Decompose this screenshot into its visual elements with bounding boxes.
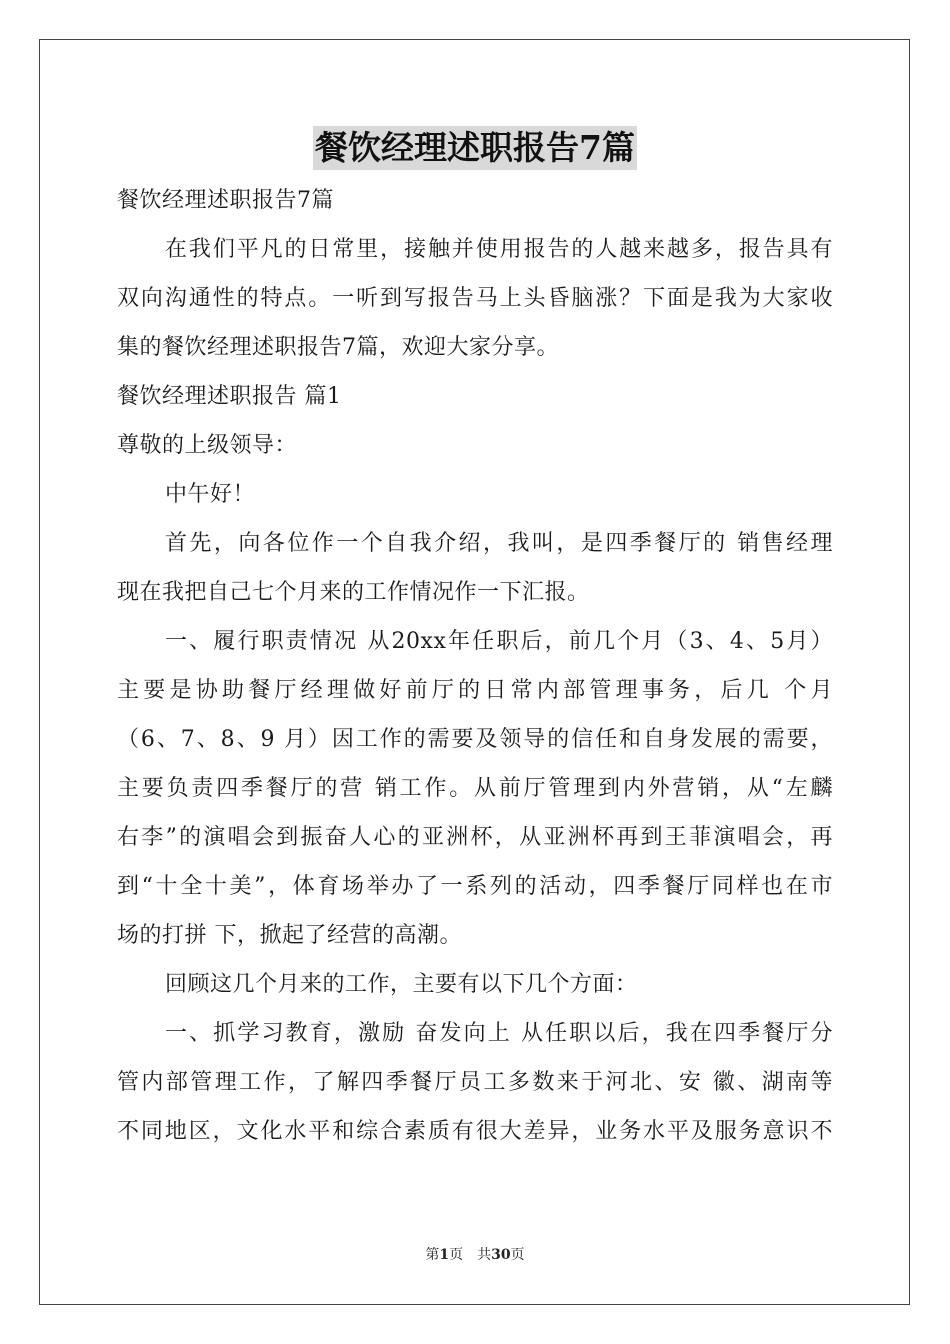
footer-total-pages: 30 (491, 1247, 511, 1263)
text-line: 集的餐饮经理述职报告7篇，欢迎大家分享。 (117, 335, 559, 360)
footer-page-number: 1 (439, 1247, 450, 1263)
text-line: 场的打拼 下，掀起了经营的高潮。 (117, 923, 462, 948)
text-line: 尊敬的上级领导： (117, 433, 298, 458)
text-line: 一、抓学习教育，激励 奋发向上 从任职以后，我在四季餐厅分 (165, 1021, 833, 1046)
text-line: 首先，向各位作一个自我介绍，我叫，是四季餐厅的 销售经理 (165, 531, 833, 556)
text-line: 主要是协助餐厅经理做好前厅的日常内部管理事务，后几 个月 (117, 678, 833, 703)
text-line: 双向沟通性的特点。一听到写报告马上头昏脑涨？下面是我为大家收 (117, 286, 833, 311)
document-title: 餐饮经理述职报告7篇 (313, 126, 637, 170)
page-footer (0, 1244, 950, 1264)
text-line: 现在我把自己七个月来的工作情况作一下汇报。 (117, 580, 590, 605)
text-line: 餐饮经理述职报告 篇1 (117, 384, 342, 409)
footer-suffix: 页 (510, 1247, 525, 1263)
text-line: 主要负责四季餐厅的营 销工作。从前厅管理到内外营销，从“左麟 (117, 776, 833, 801)
text-line: 不同地区，文化水平和综合素质有很大差异，业务水平及服务意识不 (117, 1119, 833, 1144)
text-line: 管内部管理工作，了解四季餐厅员工多数来于河北、安 徽、湖南等 (117, 1070, 833, 1095)
document-body (117, 176, 833, 1156)
text-line: 到“十全十美”，体育场举办了一系列的活动，四季餐厅同样也在市 (117, 874, 833, 899)
title-container (0, 126, 950, 170)
footer-mid: 页 共 (449, 1247, 492, 1263)
text-line: 在我们平凡的日常里，接触并使用报告的人越来越多，报告具有 (165, 237, 833, 262)
text-line: 中午好！ (165, 482, 256, 507)
text-line: 一、履行职责情况 从20xx年任职后，前几个月（3、4、5月） (165, 629, 833, 654)
footer-prefix: 第 (425, 1247, 440, 1263)
text-line: （6、7、8、9 月）因工作的需要及领导的信任和自身发展的需要， (117, 727, 833, 752)
text-line: 回顾这几个月来的工作，主要有以下几个方面： (165, 972, 638, 997)
text-line: 餐饮经理述职报告7篇 (117, 188, 334, 213)
text-line: 右李”的演唱会到振奋人心的亚洲杯，从亚洲杯再到王菲演唱会，再 (117, 825, 833, 850)
